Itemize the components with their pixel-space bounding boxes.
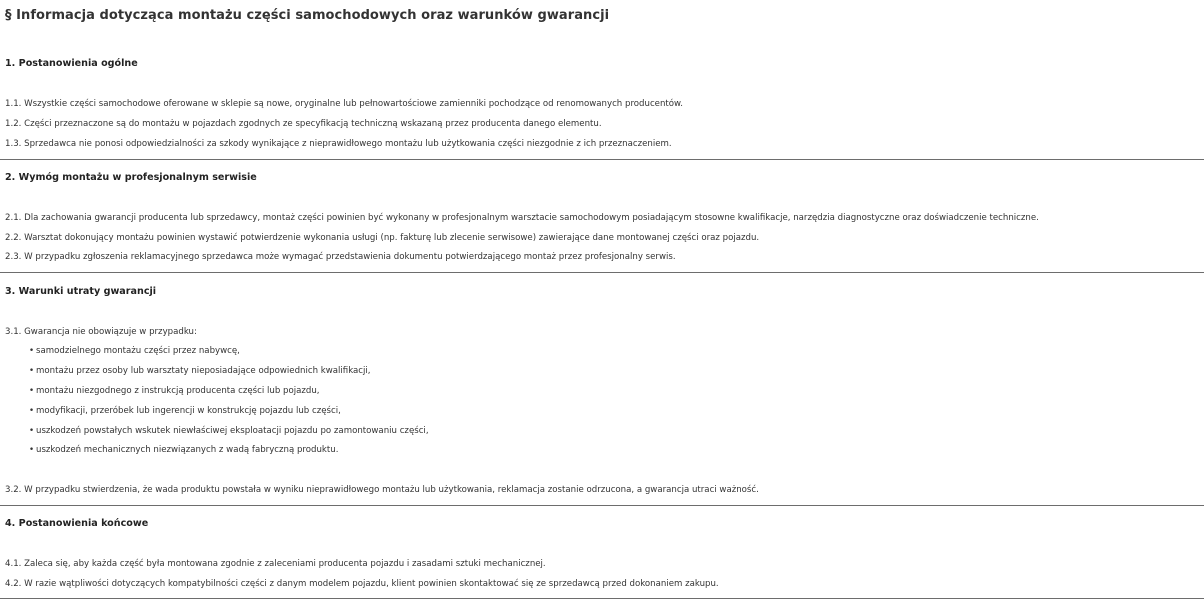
section-1-item-2: 1.2. Części przeznaczone są do montażu w pojazdach zgodnych ze specyfikacją techniczną wskazaną przez producenta danego elementu. bbox=[5, 119, 602, 129]
section-2-item-2: 2.2. Warsztat dokonujący montażu powinien wystawić potwierdzenie wykonania usługi (np. fakturę lub zlecenie serwisowe) zawierające dane montowanej części oraz pojazdu. bbox=[5, 233, 760, 243]
page-title: § Informacja dotycząca montażu części samochodowych oraz warunków gwarancji bbox=[5, 8, 610, 23]
list-item bbox=[29, 366, 371, 376]
list-item bbox=[29, 426, 429, 436]
section-4-item-1: 4.1. Zaleca się, aby każda część była montowana zgodnie z zaleceniami producenta pojazdu i zasadami sztuki mechanicznej. bbox=[5, 559, 546, 569]
section-2-item-1: 2.1. Dla zachowania gwarancji producenta lub sprzedawcy, montaż części powinien być wykonany w profesjonalnym warsztacie samochodowym posiadającym stosowne kwalifikacje, narzędzia diagnostyczne oraz doświadczenie techniczne. bbox=[5, 213, 1039, 223]
section-3-intro: 3.1. Gwarancja nie obowiązuje w przypadku: bbox=[5, 327, 197, 337]
section-4-item-2: 4.2. W razie wątpliwości dotyczących kompatybilności części z danym modelem pojazdu, klient powinien skontaktować się ze sprzedawcą przed dokonaniem zakupu. bbox=[5, 579, 719, 589]
section-3-title: 3. Warunki utraty gwarancji bbox=[5, 286, 157, 297]
section-1-title: 1. Postanowienia ogólne bbox=[5, 58, 138, 69]
section-divider bbox=[0, 598, 1204, 599]
section-divider bbox=[0, 159, 1204, 160]
list-item bbox=[29, 386, 320, 396]
section-2-item-3: 2.3. W przypadku zgłoszenia reklamacyjnego sprzedawca może wymagać przedstawienia dokumentu potwierdzającego montaż przez profesjonalny serwis. bbox=[5, 252, 676, 262]
bullet-icon: • bbox=[29, 426, 35, 436]
section-1-item-3: 1.3. Sprzedawca nie ponosi odpowiedzialności za szkody wynikające z nieprawidłowego montażu lub użytkowania części niezgodnie z ich przeznaczeniem. bbox=[5, 139, 672, 149]
bullet-icon: • bbox=[29, 386, 35, 396]
section-4-title: 4. Postanowienia końcowe bbox=[5, 518, 149, 529]
bullet-icon: • bbox=[29, 366, 35, 376]
list-item-text: montażu przez osoby lub warsztaty nieposiadające odpowiednich kwalifikacji, bbox=[36, 366, 371, 376]
bullet-icon: • bbox=[29, 445, 35, 455]
section-divider bbox=[0, 272, 1204, 273]
list-item-text: uszkodzeń powstałych wskutek niewłaściwej eksploatacji pojazdu po zamontowaniu części, bbox=[36, 426, 429, 436]
bullet-icon: • bbox=[29, 346, 35, 356]
bullet-icon: • bbox=[29, 406, 35, 416]
section-divider bbox=[0, 505, 1204, 506]
list-item-text: uszkodzeń mechanicznych niezwiązanych z wadą fabryczną produktu. bbox=[36, 445, 339, 455]
section-2-title: 2. Wymóg montażu w profesjonalnym serwisie bbox=[5, 172, 257, 183]
list-item bbox=[29, 406, 341, 416]
list-item-text: montażu niezgodnego z instrukcją producenta części lub pojazdu, bbox=[36, 386, 320, 396]
list-item bbox=[29, 346, 240, 356]
list-item-text: samodzielnego montażu części przez nabywcę, bbox=[36, 346, 240, 356]
section-1-item-1: 1.1. Wszystkie części samochodowe oferowane w sklepie są nowe, oryginalne lub pełnowartościowe zamienniki pochodzące od renomowanych producentów. bbox=[5, 99, 683, 109]
list-item bbox=[29, 445, 338, 455]
list-item-text: modyfikacji, przeróbek lub ingerencji w konstrukcję pojazdu lub części, bbox=[36, 406, 341, 416]
section-3-item-2: 3.2. W przypadku stwierdzenia, że wada produktu powstała w wyniku nieprawidłowego montażu lub użytkowania, reklamacja zostanie odrzucona, a gwarancja utraci ważność. bbox=[5, 485, 759, 495]
